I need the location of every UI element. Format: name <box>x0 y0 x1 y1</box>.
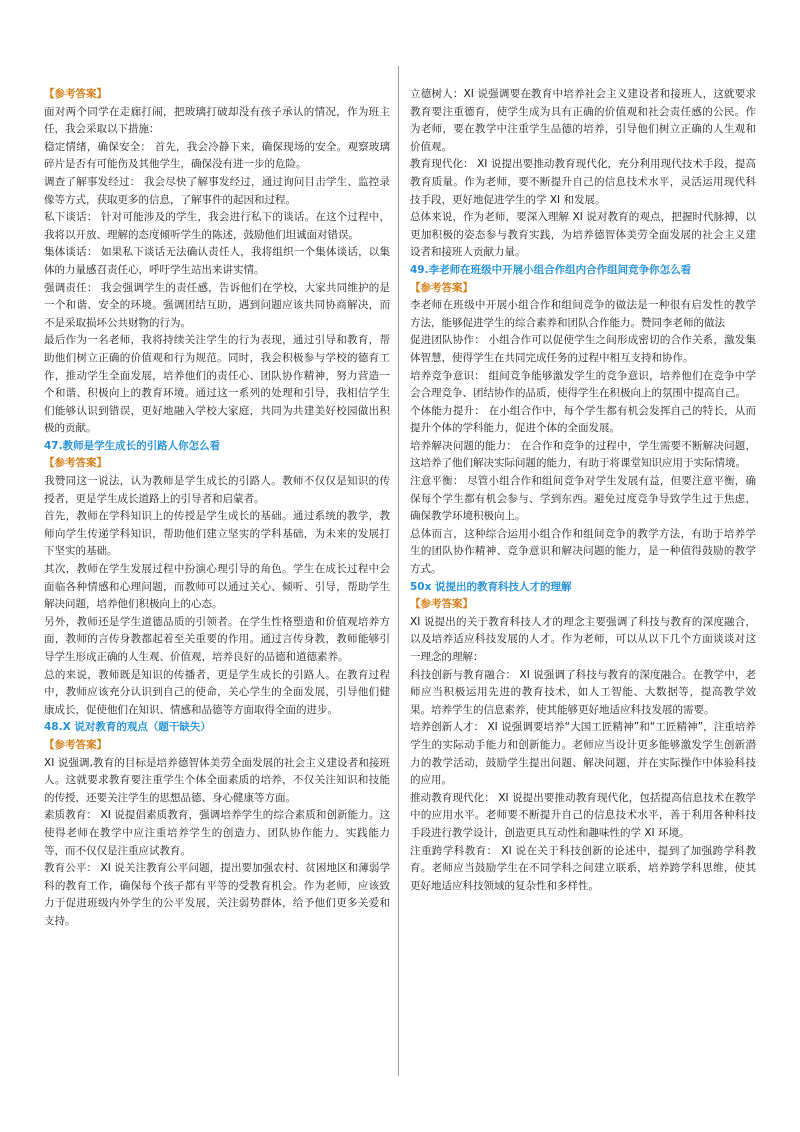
body-paragraph: 注意平衡： 尽管小组合作和组间竞争对学生发展有益，但要注意平衡，确保每个学生都有机会参与、学到东西。避免过度竞争导致学生过于焦虑，确保教学环境积极向上。 <box>410 475 756 523</box>
body-paragraph: 培养创新人才： XI 说强调要培养“大国工匠精神”和“工匠精神”，注重培养学生的实际动手能力和创新能力。老师应当设计更多能够激发学生创新潜力的教学活动，鼓励学生提出问题、解决问题，并在实际操作中体验科技的应用。 <box>410 721 756 787</box>
body-paragraph: 另外，教师还是学生道德品质的引领者。在学生性格塑造和价值观培养方面，教师的言传身教都起着至关重要的作用。通过言传身教，教师能够引导学生形成正确的人生观、价值观，培养良好的品德和道德素养。 <box>44 615 390 663</box>
body-paragraph: 科技创新与教育融合： XI 说强调了科技与教育的深度融合。在教学中，老师应当积极运用先进的教育技术，如人工智能、大数据等，提高教学效果。培养学生的信息素养，使其能够更好地适应科技发展的需要。 <box>410 668 756 716</box>
body-paragraph: 稳定情绪，确保安全： 首先，我会冷静下来，确保现场的安全。观察玻璃碎片是否有可能伤及其他学生，确保没有进一步的危险。 <box>44 140 390 171</box>
body-paragraph: 强调责任： 我会强调学生的责任感，告诉他们在学校，大家共同维护的是一个和谐、安全的环境。强调团结互助，遇到问题应该共同协商解决，而不是采取损坏公共财物的行为。 <box>44 281 390 329</box>
body-paragraph: 素质教育： XI 说提倡素质教育，强调培养学生的综合素质和创新能力。这使得老师在教学中应注重培养学生的创造力、团队协作能力、实践能力等，而不仅仅是注重应试教育。 <box>44 809 390 857</box>
body-paragraph: XI 说提出的关于教育科技人才的理念主要强调了科技与教育的深度融合，以及培养适应科技发展的人才。作为老师，可以从以下几个方面谈谈对这一理念的理解： <box>410 615 756 663</box>
body-paragraph: 调查了解事发经过： 我会尽快了解事发经过，通过询问目击学生、监控录像等方式，获取更多的信息，了解事件的起因和过程。 <box>44 175 390 206</box>
body-paragraph: 促进团队协作： 小组合作可以促使学生之间形成密切的合作关系，激发集体智慧，使得学生在共同完成任务的过程中相互支持和协作。 <box>410 334 756 364</box>
question-title: 47.教师是学生成长的引路人你怎么看 <box>44 439 221 452</box>
body-paragraph: 注重跨学科教育： XI 说在关于科技创新的论述中，提到了加强跨学科教育。老师应当鼓励学生在不同学科之间建立联系，培养跨学科思维，使其更好地适应科技领域的复杂性和多样性。 <box>410 844 756 892</box>
body-paragraph: 面对两个同学在走廊打闹，把玻璃打破却没有孩子承认的情况，作为班主任，我会采取以下措施： <box>44 105 390 136</box>
body-paragraph: 总的来说，教师既是知识的传播者，更是学生成长的引路人。在教育过程中，教师应该充分认识到自己的使命，关心学生的全面发展，引导他们健康成长，促使他们在知识、情感和品德等方面取得全面的进步。 <box>44 668 390 716</box>
question-title: 49.李老师在班级中开展小组合作组内合作组间竞争你怎么看 <box>410 263 692 276</box>
body-paragraph: 立德树人：XI 说强调要在教育中培养社会主义建设者和接班人，这就要求教育要注重德育，使学生成为具有正确的价值观和社会责任感的公民。作为老师，要在教学中注重学生品德的培养，引导他们树立正确的人生观和价值观。 <box>410 88 756 153</box>
body-paragraph: 培养竞争意识： 组间竞争能够激发学生的竞争意识，培养他们在竞争中学会合理竞争、团结协作的品质，使得学生在积极向上的氛围中提高自己。 <box>410 369 756 400</box>
answer-label: 【参考答案】 <box>44 457 107 470</box>
answer-label: 【参考答案】 <box>410 281 473 294</box>
body-paragraph: 其次，教师在学生发展过程中扮演心理引导的角色。学生在成长过程中会面临各种情感和心理问题，而教师可以通过关心、倾听、引导，帮助学生解决问题，培养他们积极向上的心态。 <box>44 563 390 611</box>
answer-label: 【参考答案】 <box>410 598 473 611</box>
answer-label: 【参考答案】 <box>44 738 107 751</box>
body-paragraph: 总体来说，作为老师，要深入理解 XI 说对教育的观点，把握时代脉搏，以更加积极的姿态参与教育实践，为培养德智体美劳全面发展的社会主义建设者和接班人贡献力量。 <box>410 211 756 259</box>
body-paragraph: 教育公平： XI 说关注教育公平问题，提出要加强农村、贫困地区和薄弱学科的教育工作，确保每个孩子都有平等的受教育机会。作为老师，应该致力于促进班级内外学生的公平发展，关注弱势群体，给予他们更多关爱和支持。 <box>44 862 390 927</box>
body-paragraph: 我赞同这一说法，认为教师是学生成长的引路人。教师不仅仅是知识的传授者，更是学生成长道路上的引导者和启蒙者。 <box>44 475 390 505</box>
body-paragraph: XI 说强调,教育的目标是培养德智体美劳全面发展的社会主义建设者和接班人。这就要求教育要注重学生个体全面素质的培养，不仅关注知识和技能的传授，还要关注学生的思想品德、身心健康等方面。 <box>44 756 390 804</box>
body-paragraph: 李老师在班级中开展小组合作和组间竞争的做法是一种很有启发性的教学方法，能够促进学生的综合素养和团队合作能力。赞同李老师的做法 <box>410 299 756 329</box>
body-paragraph: 总体而言，这种综合运用小组合作和组间竞争的教学方法，有助于培养学生的团队协作精神、竞争意识和解决问题的能力，是一种值得鼓励的教学方式。 <box>410 527 756 576</box>
answer-label: 【参考答案】 <box>44 88 107 100</box>
body-paragraph: 培养解决问题的能力： 在合作和竞争的过程中，学生需要不断解决问题，这培养了他们解决实际问题的能力，有助于将课堂知识应用于实际情境。 <box>410 439 756 470</box>
column-divider <box>398 66 399 1076</box>
question-title: 50x 说提出的教育科技人才的理解 <box>410 580 572 593</box>
body-paragraph: 私下谈话： 针对可能涉及的学生，我会进行私下的谈话。在这个过程中，我将以开放、理解的态度倾听学生的陈述，鼓励他们坦诚面对错误。 <box>44 211 390 241</box>
right-column <box>410 86 756 895</box>
body-paragraph: 首先，教师在学科知识上的传授是学生成长的基础。通过系统的教学，教师向学生传递学科知识，帮助他们建立坚实的学科基础，为未来的发展打下坚实的基础。 <box>44 510 390 558</box>
body-paragraph: 个体能力提升： 在小组合作中，每个学生都有机会发挥自己的特长，从而提升个体的学科能力，促进个体的全面发展。 <box>410 404 756 435</box>
body-paragraph: 教育现代化： XI 说提出要推动教育现代化，充分利用现代技术手段，提高教育质量。作为老师，要不断提升自己的信息技术水平，灵活运用现代科技手段，更好地促进学生的学 XI 和发展。 <box>410 158 756 206</box>
body-paragraph: 集体谈话： 如果私下谈话无法确认责任人，我将组织一个集体谈话，以集体的力量感召责任心，呼吁学生站出来讲实情。 <box>44 246 390 276</box>
body-paragraph: 推动教育现代化： XI 说提出要推动教育现代化，包括提高信息技术在教学中的应用水平。老师要不断提升自己的信息技术水平，善于利用各种科技手段进行教学设计，创造更具互动性和趣味性的学 XI 环境。 <box>410 791 756 839</box>
document-page <box>44 86 756 1086</box>
left-column <box>44 86 390 931</box>
question-title: 48.X 说对教育的观点（题干缺失） <box>44 721 211 734</box>
body-paragraph: 最后作为一名老师，我将持续关注学生的行为表现，通过引导和教育，帮助他们树立正确的价值观和行为规范。同时，我会积极参与学校的德育工作，推动学生全面发展，培养他们的责任心、团队协作精神，努力营造一个和谐、积极向上的教育环境。通过这一系列的处理和引导，我相信学生们能够认识到错误，更好地融入学校大家庭，共同为共建美好校园做出积极的贡献。 <box>44 334 390 435</box>
